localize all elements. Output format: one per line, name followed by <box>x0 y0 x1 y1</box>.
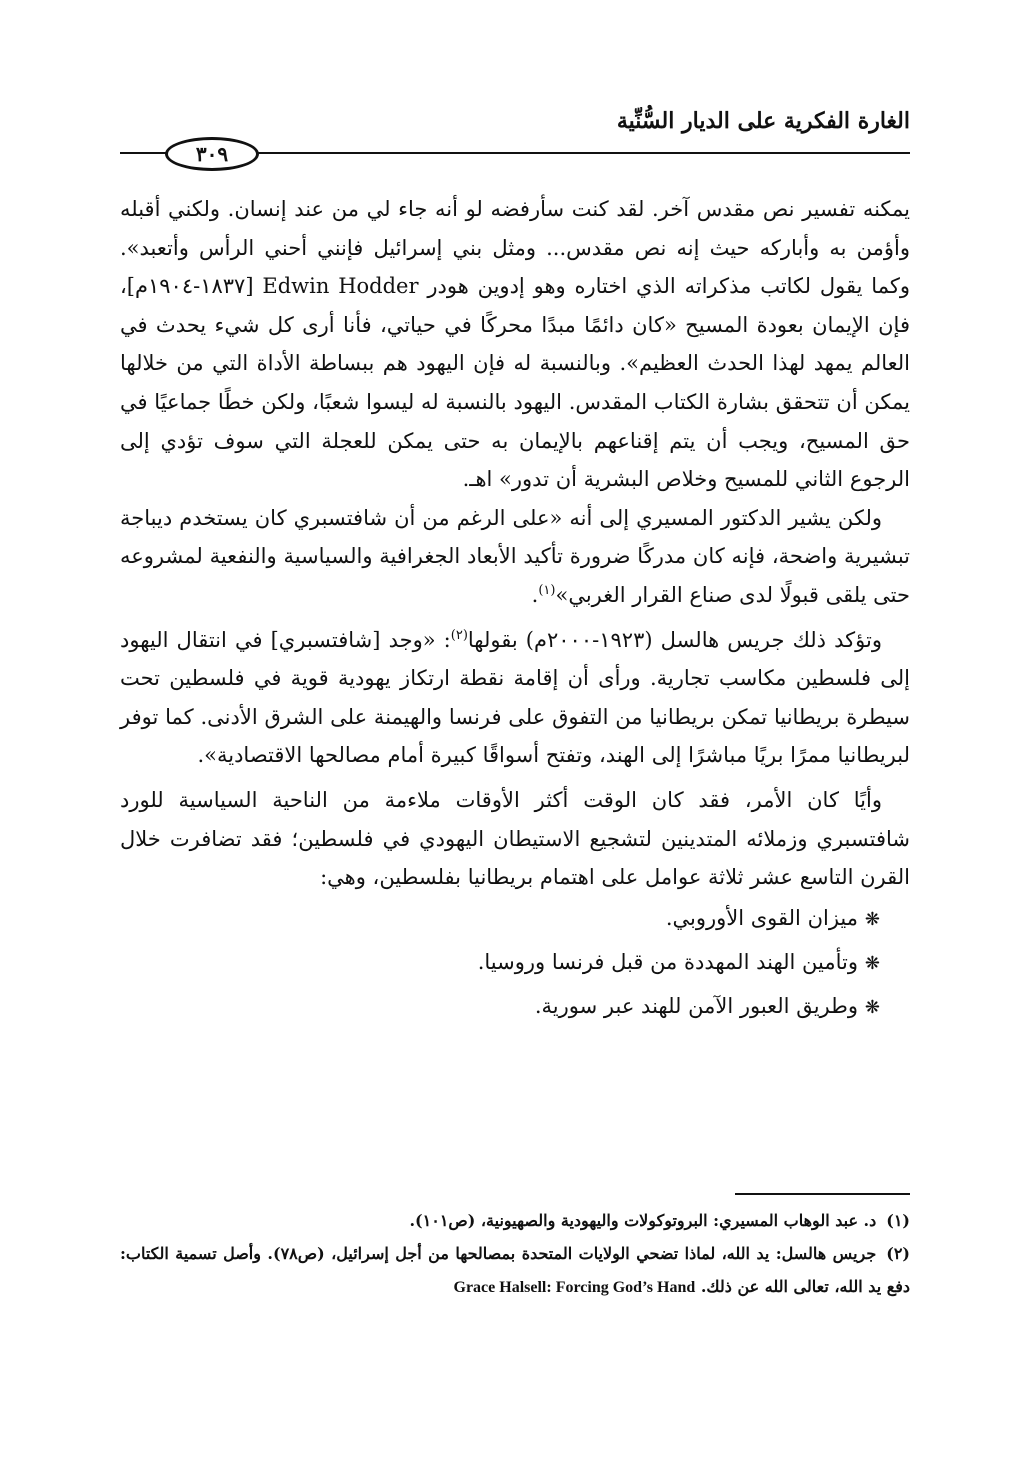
footnote-number: (٢) <box>886 1244 910 1263</box>
paragraph-2 <box>120 499 910 615</box>
footnote-1 <box>120 1204 910 1237</box>
list-item-text: وطريق العبور الآمن للهند عبر سورية. <box>534 993 858 1018</box>
paragraph-3-quote: : «وجد [شافتسبري] في انتقال اليهود إلى فلسطين مكاسب تجارية. ورأى أن إقامة نقطة ارتكاز يهودية قوية في فلسطين تحت سيطرة بريطانيا تمكن بريطانيا من التفوق على فرنسا والهيمنة على الشرق الأدنى. كما توفر لبريطانيا ممرًا بريًا مباشرًا إلى الهند، وتفتح أسواقًا كبيرة أمام مصالحها الاقتصادية». <box>120 627 910 768</box>
footnotes <box>120 1204 910 1304</box>
footnote-number: (١) <box>886 1211 910 1230</box>
star-bullet-icon: ❋ <box>864 908 880 930</box>
english-title: Grace Halsell: Forcing God’s Hand <box>453 1279 696 1296</box>
paragraph-3-lead: وتؤكد ذلك جريس هالسل (١٩٢٣-٢٠٠٠م) بقولها <box>467 627 882 652</box>
list-item-text: وتأمين الهند المهددة من قبل فرنسا وروسيا. <box>477 949 858 974</box>
paragraph-2-text: ولكن يشير الدكتور المسيري إلى أنه «على الرغم من أن شافتسبري كان يستخدم ديباجة تبشيرية واضحة، فإنه كان مدركًا ضرورة تأكيد الأبعاد الجغرافية والسياسية والنفعية لمشروعه حتى يلقى قبولًا لدى صناع القرار الغربي» <box>120 505 910 607</box>
footnote-ref-2: (٢) <box>450 627 468 643</box>
running-title: الغارة الفكرية على الديار السُّنِّية <box>616 108 910 134</box>
main-text <box>120 190 910 1029</box>
star-bullet-icon: ❋ <box>864 952 880 974</box>
star-bullet-icon: ❋ <box>864 996 880 1018</box>
footnote-2 <box>120 1237 910 1304</box>
page-number-badge: ٣٠٩ <box>165 137 259 171</box>
list-item <box>120 941 910 985</box>
paragraph-2-end: . <box>531 582 539 607</box>
paragraph-4: وأيًا كان الأمر، فقد كان الوقت أكثر الأوقات ملاءمة من الناحية السياسية للورد شافتسبري وزملائه المتدينين لتشجيع الاستيطان اليهودي في فلسطين؛ فقد تضافرت خلال القرن التاسع عشر ثلاثة عوامل على اهتمام بريطانيا بفلسطين، وهي: <box>120 787 910 890</box>
paragraph-1: يمكنه تفسير نص مقدس آخر. لقد كنت سأرفضه لو أنه جاء لي من عند إنسان. ولكني أقبله وأؤمن به وأباركه حيث إنه نص مقدس... ومثل بني إسرائيل فإنني أحني الرأس وأتعبد». وكما يقول لكاتب مذكراته الذي اختاره وهو إدوين هودر Edwin Hodder [١٨٣٧-١٩٠٤م]، فإن الإيمان بعودة المسيح «كان دائمًا مبدًا محركًا في حياتي، فأنا أرى كل شيء يحدث في العالم يمهد لهذا الحدث العظيم». وبالنسبة له فإن اليهود هم ببساطة الأداة التي من خلالها يمكن أن تتحقق بشارة الكتاب المقدس. اليهود بالنسبة له ليسوا شعبًا، ولكن خطًا جماعيًا في حق المسيح، ويجب أن يتم إقناعهم بالإيمان به حتى يمكن للعجلة التي سوف تؤدي إلى الرجوع الثاني للمسيح وخلاص البشرية أن تدور» اهـ. <box>120 197 910 492</box>
footnote-ref-1: (١) <box>538 582 556 598</box>
page-header <box>120 100 910 166</box>
footnote-text: جريس هالسل: يد الله، لماذا تضحي الولايات المتحدة بمصالحها من أجل إسرائيل، (ص٧٨). وأصل تسمية الكتاب: دفع يد الله، تعالى الله عن ذلك. <box>120 1244 910 1296</box>
list-item-text: ميزان القوى الأوروبي. <box>665 905 858 930</box>
list-item <box>120 985 910 1029</box>
list-item <box>120 897 910 941</box>
footnote-text: د. عبد الوهاب المسيري: البروتوكولات واليهودية والصهيونية، (ص١٠١). <box>409 1211 877 1230</box>
footnote-separator <box>735 1193 910 1195</box>
factor-list <box>120 897 910 1029</box>
paragraph-3 <box>120 621 910 775</box>
